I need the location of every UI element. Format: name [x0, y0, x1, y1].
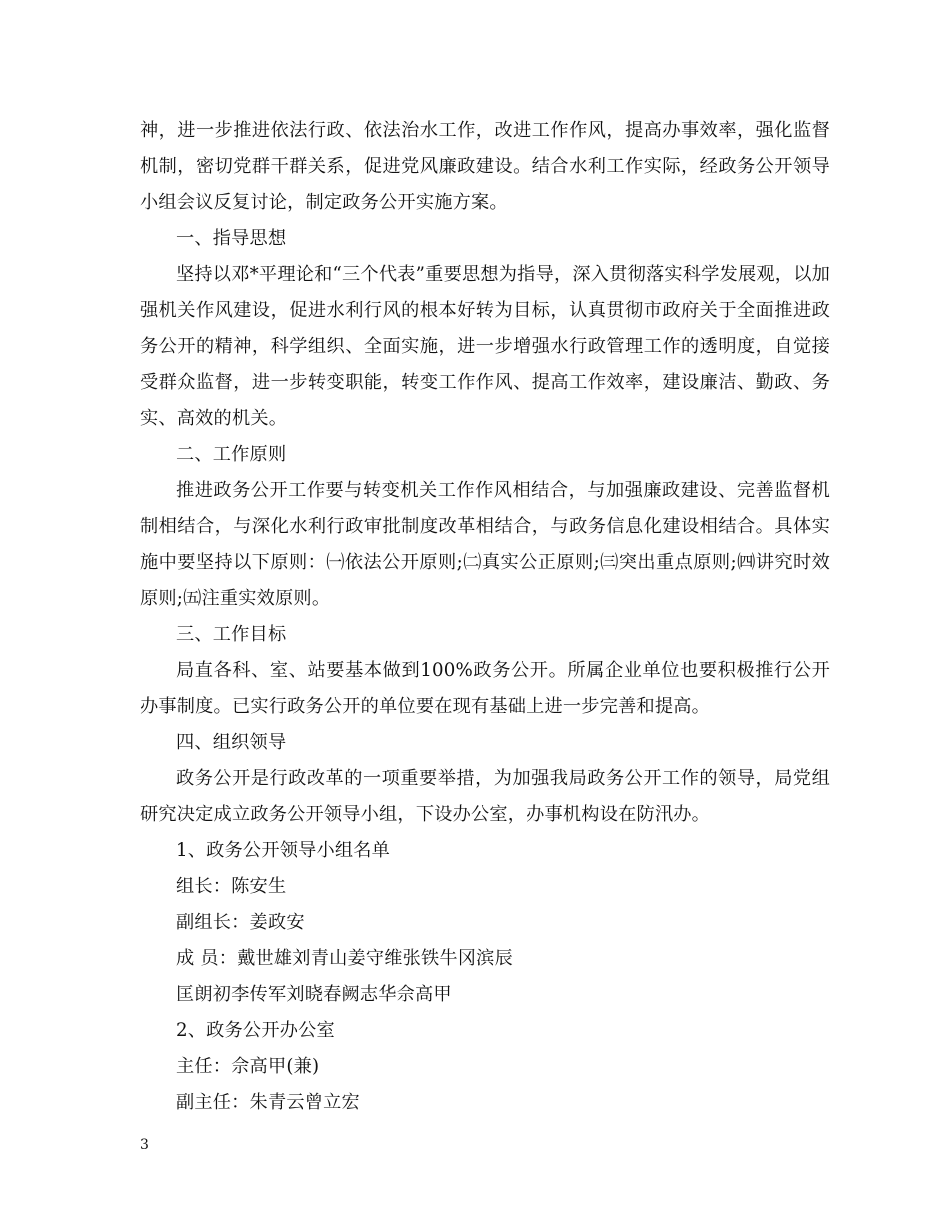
section-heading-work-principles: 二、工作原则: [176, 444, 287, 465]
paragraph-continuation: 神，进一步推进依法行政、依法治水工作，改进工作作风，提高办事效率，强化监督机制，密切党群干群关系，促进党风廉政建设。结合水利工作实际，经政务公开领导小组会议反复讨论，制定政务公开实施方案。: [140, 120, 830, 213]
section-heading-work-goals: 三、工作目标: [176, 624, 287, 645]
section-heading-organization: 四、组织领导: [176, 732, 287, 753]
paragraph-work-goals: 局直各科、室、站要基本做到100%政务公开。所属企业单位也要积极推行公开办事制度。已实行政务公开的单位要在现有基础上进一步完善和提高。: [140, 660, 830, 717]
deputy-leader-line: 副组长：姜政安: [176, 912, 305, 933]
paragraph-organization: 政务公开是行政改革的一项重要举措，为加强我局政务公开工作的领导，局党组研究决定成立政务公开领导小组，下设办公室，办事机构设在防汛办。: [140, 768, 830, 825]
document-body: [140, 113, 830, 1121]
members-line-1: 成 员：戴世雄刘青山姜守维张铁牛冈滨辰: [176, 948, 513, 969]
paragraph-guiding-ideology: 坚持以邓*平理论和“三个代表”重要思想为指导，深入贯彻落实科学发展观，以加强机关作风建设，促进水利行风的根本好转为目标，认真贯彻市政府关于全面推进政务公开的精神，科学组织、全面实施，进一步增强水行政管理工作的透明度，自觉接受群众监督，进一步转变职能，转变工作作风、提高工作效率，建设廉洁、勤政、务实、高效的机关。: [140, 264, 830, 429]
director-line: 主任：佘高甲(兼): [176, 1056, 320, 1077]
page-number: 3: [140, 1137, 149, 1153]
members-line-2: 匡朗初李传军刘晓春阙志华佘高甲: [176, 984, 452, 1005]
paragraph-work-principles: 推进政务公开工作要与转变机关工作作风相结合，与加强廉政建设、完善监督机制相结合，与深化水利行政审批制度改革相结合，与政务信息化建设相结合。具体实施中要坚持以下原则：㈠依法公开原则;㈡真实公正原则;㈢突出重点原则;㈣讲究时效原则;㈤注重实效原则。: [140, 480, 830, 609]
subheading-office: 2、政务公开办公室: [176, 1020, 335, 1041]
section-heading-guiding-ideology: 一、指导思想: [176, 228, 287, 249]
subheading-leadership-list: 1、政务公开领导小组名单: [176, 840, 391, 861]
leader-line: 组长：陈安生: [176, 876, 287, 897]
deputy-director-line: 副主任：朱青云曾立宏: [176, 1092, 360, 1113]
